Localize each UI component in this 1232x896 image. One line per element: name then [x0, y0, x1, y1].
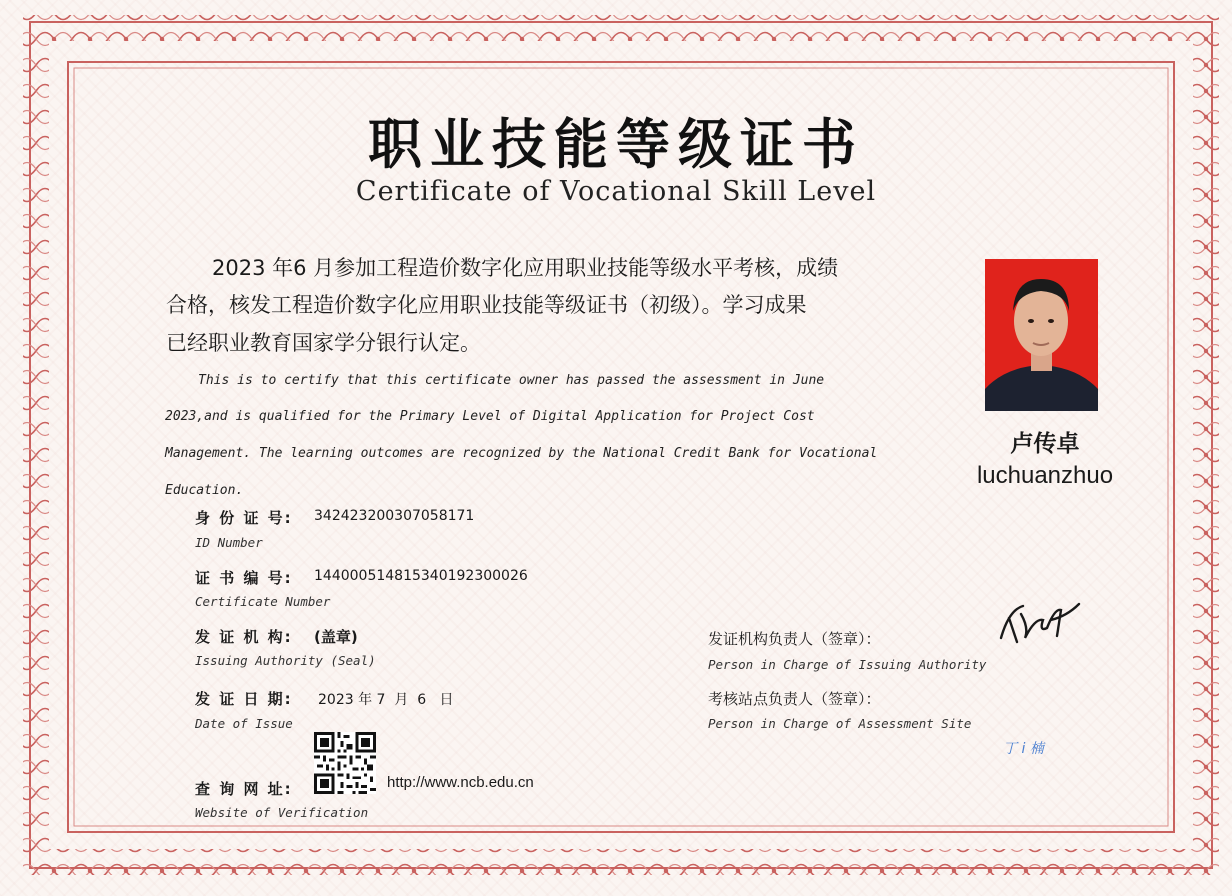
- certificate-title-cn: 职业技能等级证书: [368, 113, 864, 176]
- body-en-line-1: This is to certify that this certificate owner has passed the assessment in June: [198, 373, 825, 388]
- verification-website-link[interactable]: http://www.ncb.edu.cn: [387, 774, 534, 791]
- site-signatory-label-en: Person in Charge of Assessment Site: [708, 716, 972, 731]
- holder-name-cn: 卢传卓: [1010, 431, 1080, 457]
- certificate-number-value: 14400051481534019230002​6: [314, 568, 528, 584]
- certificate-title-en: Certificate of Vocational Skill Level: [355, 176, 877, 207]
- issuing-authority-label: 发 证 机 构:: [195, 628, 293, 646]
- site-signature: 丁 i 楠: [1003, 741, 1044, 757]
- body-en-line-3: Management. The learning outcomes are recognized by the National Credit Bank for Vocational: [165, 446, 878, 461]
- website-label: 查 询 网 址:: [195, 780, 293, 798]
- verification-qr-code[interactable]: [314, 732, 376, 794]
- id-number-label: 身 份 证 号:: [195, 509, 293, 527]
- body-cn-line-1: 2023 年6 月参加工程造价数字化应用职业技能等级水平考核，成绩: [212, 256, 839, 280]
- authority-signature: [995, 598, 1085, 646]
- body-en-line-4: Education.: [165, 483, 244, 498]
- issuing-authority-value: (盖章): [314, 628, 358, 646]
- authority-signatory-label: 发证机构负责人（签章）：: [708, 630, 881, 648]
- site-signatory-label: 考核站点负责人（签章）：: [708, 690, 881, 708]
- issue-date-label: 发 证 日 期:: [195, 690, 293, 708]
- holder-photo: [985, 259, 1098, 411]
- body-cn-line-2: 合格，核发工程造价数字化应用职业技能等级证书（初级）。学习成果: [166, 293, 807, 317]
- body-en-line-2: 2023,and is qualified for the Primary Level of Digital Application for Project Cost: [165, 409, 815, 424]
- holder-name-en: luchuanzhuo: [976, 462, 1114, 489]
- authority-signatory-label-en: Person in Charge of Issuing Authority: [708, 657, 987, 672]
- issuing-authority-label-en: Issuing Authority (Seal): [195, 653, 376, 668]
- id-number-value: 342423200307058171: [314, 508, 475, 524]
- issue-date-label-en: Date of Issue: [195, 716, 293, 731]
- certificate-number-label-en: Certificate Number: [195, 594, 331, 609]
- body-cn-line-3: 已经职业教育国家学分银行认定。: [166, 331, 481, 355]
- certificate-number-label: 证 书 编 号:: [195, 569, 293, 587]
- website-label-en: Website of Verification: [195, 805, 369, 820]
- issue-date-value: 2023 年 7 月 6 日: [318, 692, 454, 708]
- id-number-label-en: ID Number: [195, 535, 263, 550]
